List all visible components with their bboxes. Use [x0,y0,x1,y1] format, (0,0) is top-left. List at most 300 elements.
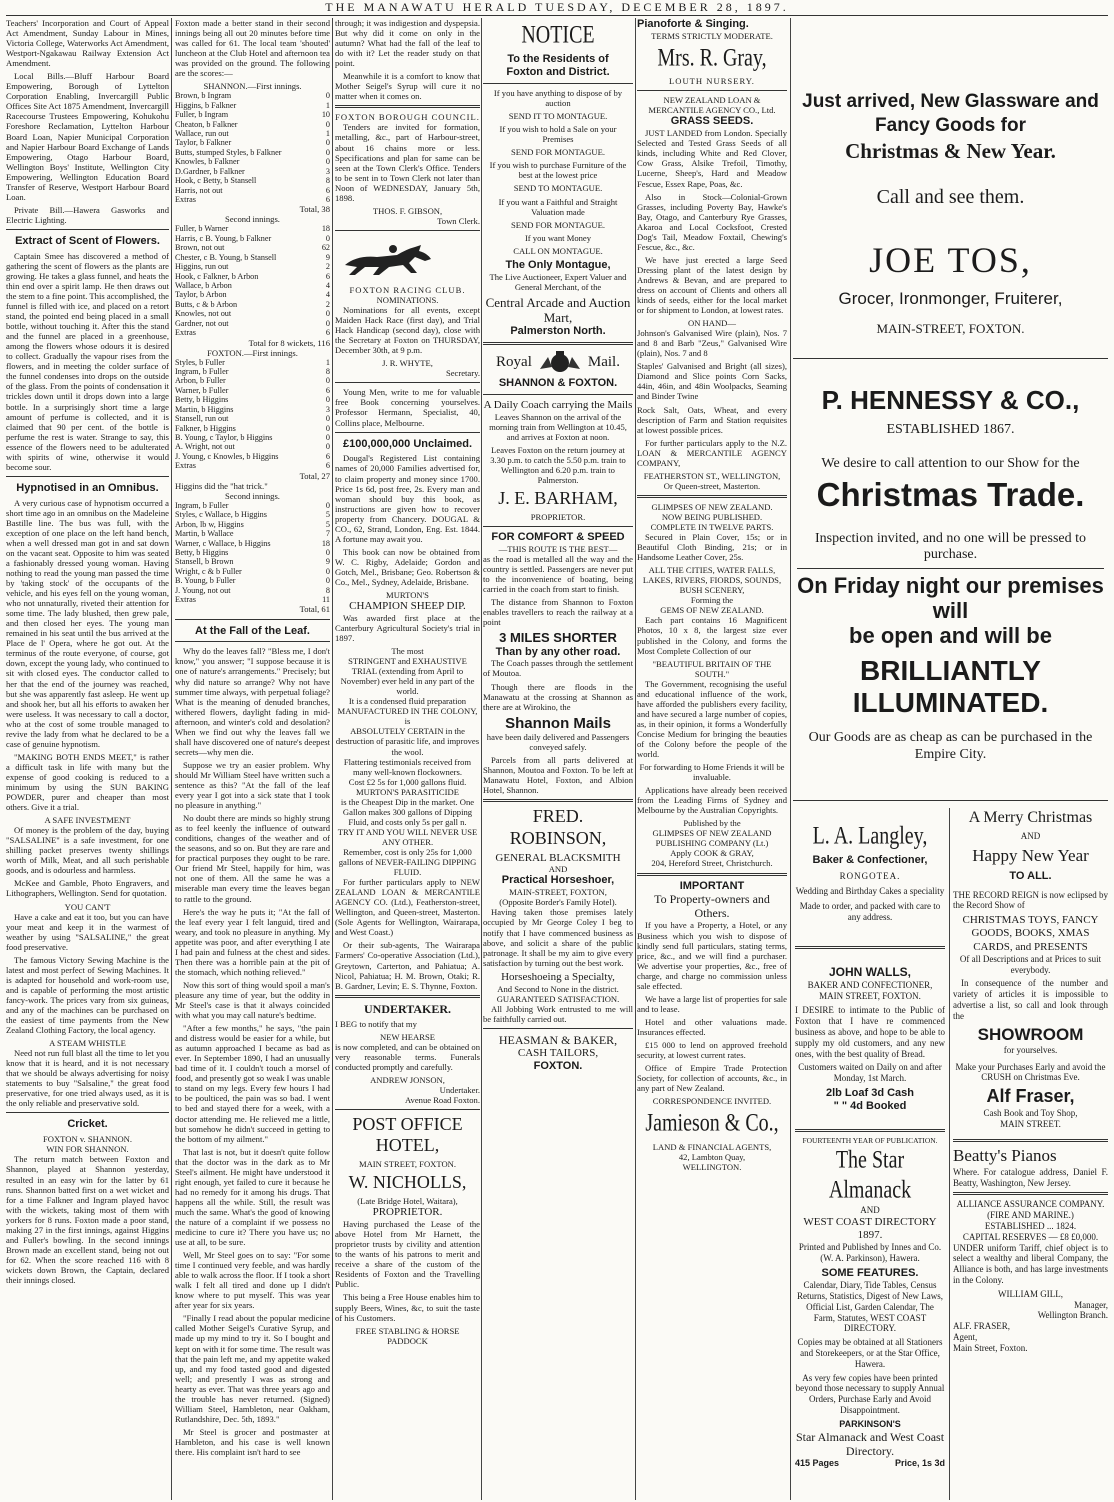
cash-book-toy: Cash Book and Toy Shop, [983,1107,1078,1118]
scorecard-row [175,595,330,604]
batsman-entry: Butts, c & b Arbon [175,299,238,309]
runs-value: 0 [325,576,330,586]
batsman-entry: J. Young, c Knowles, b Higgins [175,451,279,461]
barham-proprietor: PROPRIETOR. [530,512,586,523]
local-bills: Local Bills.—Bluff Harbour Board Empowering, Borough of Lyttelton Corporation Enabling, Invercargill Public Offices Site Act 1875 Amendment, Invercargill Racecourse Trustees Empowering, Kohukohu Foreshore Reclamation, Lyttelton Harbour Board Loan, Napier Municipal Corporation and Napier Harbour Board Exchange of Lands Empowering, Otago Harbour Board, Wellington Boys' Institute, Wellington City Empowering, Wellington Education Board Transfer of Reserve, Westport Harbour Board Loan. [6,71,169,202]
headline-fall-of-leaf: At the Fall of the Leaf. [195,624,310,637]
barham-name: J. E. BARHAM, [498,488,618,509]
alf-fraser: Alf Fraser, [986,1086,1075,1107]
few-copies: As very few copies have been printed beyond those necessary to supply Annual Orders, Purchase Early and Avoid Disappointment. [795,1372,945,1416]
consequence-text: In consequence of the number and variety of articles it is impossible to advertise a list, so call and look through the [953,978,1108,1021]
sheep-dip-testimonials: Flattering testimonials received from many well-known flockowners. [343,756,472,777]
particulars: For further particulars apply to the N.Z. LOAN & MERCANTILE AGENCY COMPANY, [637,437,787,468]
nominations-text: Nominations for all events, except Maiden Hack Race (first day), and Trial Hack Handicap (second day), close with the Secretary at Foxton on THURSDAY, December 30th, at 9 p.m. [335,305,480,356]
distance-text: The distance from Shannon to Foxton enables travellers to reach the railway at a point [483,597,633,628]
batsman-entry: Taylor, b Falkner [175,138,232,148]
cricket-subhead-2: WIN FOR SHANNON. [46,1144,129,1155]
divider [483,799,633,802]
scorecard-row [175,386,330,395]
leaf-paragraph: Now this sort of thing would spoil a man's pleasure any time of year, but the oddity in Mr Steel's case is that it always coincided with what you may call nature's bedtime. [175,979,330,1021]
divider [335,995,480,998]
hotel-valuations: Hotel and other valuations made. Insurances effected. [637,1016,787,1037]
second-to-none: And Second to None in the district. [497,983,619,994]
grocer-line: Grocer, Ironmonger, Fruiterer, [838,289,1063,309]
government-text: The Government, recognising the useful and educational influence of the work, have afforded the publishers every facility, and have secured a large number of copies, as, in their opinion, it forms a Wonderfully Concise Medium for bringing the beauties of the Colony before the people of the world. [637,678,787,760]
divider [953,1192,1108,1195]
scorecard-row [175,424,330,433]
divider [483,394,633,395]
nz-loan-heading: NEW ZEALAND LOAN & MERCANTILE AGENCY CO., Ltd. [648,95,776,116]
scorecard-row [175,167,330,176]
wire-list: Johnson's Galvanised Wire (plain), Nos. 7 and 8 and Barb "Zeus," Galvanised Wire (plain), Nos. 7 and 8 [637,328,787,359]
runs-value: 1 [325,129,330,139]
published-by: Published by the [683,818,741,829]
comfort-speed: FOR COMFORT & SPEED [491,531,625,544]
scorecard-row [175,520,330,529]
batsman-entry: Wallace, b Arbon [175,281,232,291]
runs-value: 18 [321,538,330,548]
apply-cook-gray: Apply COOK & GRAY, [670,848,754,859]
scorecard-heading: FOXTON.—First innings. [207,347,298,358]
private-bill: Private Bill.—Hawera Gasworks and Electric Lighting. [6,204,169,225]
staples-list: Staples' Galvanised and Bright (all sizes), Diamond and Slice points Corn Sacks, 44in, 46in, and 48in Woolpacks, Seaming and Binder Twine [637,361,787,402]
scorecard-note: Higgins did the "hat trick." [175,480,268,491]
ad-steam-whistle: Need not run full blast all the time to let you know that it is heard, and it is not necessary that we should be always advertising for noisy statements to buy "Salsaline," the great food preservative, for one tried always used, as it is the only reliable and preservative sold. [6,1048,169,1109]
parasiticide-heading: MURTON'S PARASITICIDE [356,786,459,797]
leaf-paragraph: Mr Steel is grocer and postmaster at Hambleton, and his case is well known there. His complaint isn't hard to see [175,1426,330,1457]
batsman-entry: Hook, c Betty, b Stansell [175,176,257,186]
walls-customers: Customers waited on Daily on and after Monday, 1st March. [798,1062,942,1084]
batsman-entry: Wright, c & b Fuller [175,566,242,576]
montague-line: If you have anything to dispose of by auction [493,88,623,109]
scorecard-heading: SHANNON.—First innings. [203,81,302,92]
divider [797,568,1104,569]
headline-scent: Extract of Scent of Flowers. [15,234,160,247]
batsman-entry: Brown, not out [175,243,225,253]
manager-title: Manager, [1074,1299,1108,1310]
column-rule [481,18,482,1500]
correspondence-invited: CORRESPONDENCE INVITED. [652,1096,772,1107]
royal-mail-banner [483,349,633,377]
hereford-street: 204, Hereford Street, Christchurch. [651,858,773,869]
column-rule [949,808,950,1500]
almanack-printed: Printed and Published by Innes and Co. (W. A. Parkinson), Hawera. [798,1242,942,1264]
racehorse-icon [335,239,445,279]
parkinsons: PARKINSON'S [839,1418,901,1429]
ad-young-men: Young Men, write to me for valuable free Book concerning yourselves. Professor Hermann, Specialist, 40, Collins place, Melbourne. [335,387,480,428]
parasiticide-subagents: Or their sub-agents, The Wairarapa Farmers' Co-operative Association (Ltd.), Greytown, Carterton, and Pahiatua; A. Nicol, Pahiatua; H. M. Brown, Otaki; R. B. Gardner, Levin; E. S. Thynne, Foxton. [335,940,480,991]
scorecard-row [175,309,330,318]
montague-line: If you want a Faithful and Straight Valuation made [498,196,618,217]
scorecard-shannon-second [175,224,330,337]
scorecard-row [175,405,330,414]
glimpses-price: Secured in Plain Cover, 15s; or in Beautiful Cloth Binding, 21s; or in Handsome Leather Cover, 25s. [637,532,787,563]
divider [637,90,787,91]
divider [335,105,480,108]
miles-shorter: 3 MILES SHORTER [499,630,617,646]
column-5 [637,18,787,1500]
runs-value: 3 [325,166,330,176]
hennessy-established: ESTABLISHED 1867. [886,421,1015,437]
scorecard-row [175,253,330,262]
batsman-entry: Butts, stumped Styles, b Falkner [175,147,282,157]
scorecard-row [175,529,330,538]
copies-text: Copies may be obtained at all Stationers and Storekeepers, or at the Star Office, Hawera. [797,1337,943,1369]
batsman-entry: Fuller, b Warner [175,224,229,234]
batsman-entry: Ingram, b Fuller [175,367,229,377]
divider [335,432,480,433]
runs-value: 0 [325,233,330,243]
batsman-entry: Higgins, b Falkner [175,100,237,110]
batsman-entry: B. Young, c Taylor, b Higgins [175,433,273,443]
racing-club-heading: FOXTON RACING CLUB. [349,284,466,295]
palmerston-north: Palmerston North. [510,325,606,338]
hotel-proprietor: PROPRIETOR. [372,1206,443,1219]
rock-salt: Rock Salt, Oats, Wheat, and every description of Farm and Station requisites at lowest possible prices. [637,404,787,435]
wellington-branch: Wellington Branch. [1037,1310,1108,1321]
sheep-dip-heading: CHAMPION SHEEP DIP. [349,600,466,613]
batsman-entry: J. Young, not out [175,585,231,595]
leaf-conclusion: Meanwhile it is a comfort to know that Mother Seigel's Syrup will cure it no matter when it comes on. [335,71,480,102]
to-all: TO ALL. [1009,870,1052,883]
scorecard-row [175,138,330,147]
council-tender: Tenders are invited for formation, metalling, &c., part of Harbour-street, about 16 chains more or less. Specifications and plan for same can be seen at the Town Clerk's Office. Tenders to be sent in to Town Clerk not later than Noon of WEDNESDAY, January 5th, 1898. [335,122,480,203]
batsman-entry: Martin, b Higgins [175,404,234,414]
cricket-subhead: FOXTON v. SHANNON. [42,1134,133,1145]
montague-line: If you want Money [524,232,592,243]
scorecard-row [175,234,330,243]
runs-value: 0 [325,138,330,148]
hotel-address: MAIN STREET, FOXTON. [358,1159,457,1170]
batsman-entry: Arbon, b Fuller [175,376,226,386]
for-yourselves: for yourselves. [1003,1044,1058,1055]
scorecard-row [175,586,330,595]
leaf-paragraph: "After a few months," he says, "the pain and distress would be easier for a while, but as autumn approached I became as bad as ever. In September 1890, I had an unusually bad time of it. I couldn't touch a morsel of food, and presently got so weak I was unable to stand on my legs. Every few hours I had to be poulticed, the pain was so bad. I went to bed and stayed there for a week, with a doctor attending me. He relieved me a little, but somehow he didn't succeed in getting to the bottom of my ailment." [175,1023,330,1144]
important-heading: IMPORTANT [679,879,745,892]
leaf-paragraph: That last is not, but it doesn't quite follow that the doctor was in the dark as to Mr Steel's ailment. He might have understood it right enough, yet failed to cure it because he had no remedy for it among his drugs. That happens all the while. Still, the result was much the same. What's the good of knowing the nature of a complaint if we possess no medicine to cure it? There you have us; no use at all, to be sure. [175,1146,330,1248]
runs-value: 0 [325,309,330,319]
jamieson-name: Jamieson & Co., [645,1109,779,1137]
beautiful-britain: "BEAUTIFUL BRITAIN OF THE SOUTH." [652,658,772,679]
article-hypnotised: A very curious case of hypnotism occurred a short time ago in an omnibus on the Madeleine Bastille line. The bus was full, with the exception of one place on the left hand bench, when a well dressed man got in and sat down on the vacant seat. Opposite to him was seated a fashionably dressed young woman. Having nothing to read the young man passed the time by 'taking stock' of the occupants of the vehicle, and his eyes fell on the young woman, who not unnaturally, riveted their attention for some time. The lady blushed, then grew pale, and then closed her eyes. The young man remained in his seat until the bus arrived at the Place de l' Opera, where he got out. At the terminus of the route everyone, of course, got down, except the young lady, who continued to sit with closed eyes. The conductor called to her that the end of the journey was reached, but she was apparently fast asleep. He went up and shook her, but all his efforts to awaken her were useless. It was necessary to call a doctor, who at the cost of some trouble managed to revive the lady from what he declared to be a case of genuine hypnotism. [6,497,169,749]
dougal-text: Dougal's Registered List containing names of 20,000 Families advertised for, to claim property and money since 1700. Price 1s 6d, post free, 2s. Every man and woman should buy this book, as instructions are given how to recover property from Chancery. DOUGAL & CO., 62, Strand, London, Eng. Est. 1844. A fortune may await you. [335,453,480,544]
batsman-entry: Warner, c Wallace, b Higgins [175,538,271,548]
undertaker-name: ANDREW JONSON, [370,1074,445,1085]
alliance-capital: CAPITAL RESERVES — £8 £0,000. [962,1231,1099,1242]
and-label: AND [548,864,568,875]
daily-coach: A Daily Coach carrying the Mails [483,398,633,411]
montague-send: SEND FOR MONTAGUE. [510,147,606,158]
ad-hennessy [793,385,1108,763]
runs-value: 5 [325,519,330,529]
batsman-entry: Ingram, b Fuller [175,500,229,510]
batsman-entry: Fuller, b Ingram [175,110,229,120]
joe-tos-address: MAIN-STREET, FOXTON. [876,321,1025,337]
sheep-dip-trial: STRINGENT and EXHAUSTIVE TRIAL (extending from April to November) ever held in any part of the world. [340,656,475,697]
ad-safe-investment-title: A SAFE INVESTMENT [44,815,131,826]
batsman-entry: Wallace, run out [175,129,229,139]
montague-send: SEND FOR MONTAGUE. [510,219,606,230]
leaf-paragraph: Here's the way he puts it; "At the fall of the leaf every year I felt languid, tired and weary, and took no pleasure in anything. My appetite was poor, and after everything I ate I had pain and fulness at the chest and sides. Then there was a horrible pain at the pit of the stomach, which nothing relieved." [175,906,330,977]
parliament-bills: Teachers' Incorporation and Court of Appeal Act Amendment, Sunday Labour in Mines, Victoria College, Waterworks Act Amendment, Westport-Ngakawau Railway Extension Act Amendment. [6,18,169,69]
alliance-assurance: ALLIANCE ASSURANCE COMPANY. [956,1199,1105,1210]
divider [793,800,1108,801]
batsman-entry: Falkner, b Higgins [175,423,236,433]
runs-value: 0 [325,376,330,386]
parcels-text: Parcels from all parts delivered at Shannon, Moutoa and Foxton. To be left at Manawatu Hotel, Foxton, and Albion Hotel, Shannon. [483,755,633,796]
scorecard-row [175,576,330,585]
batsman-entry: Higgins, run out [175,262,229,272]
divider [483,526,633,527]
runs-value: 0 [325,442,330,452]
robinson-opposite: (Opposite Border's Family Hotel). [499,897,617,908]
batsman-entry: Hook, c Falkner, b Arbon [175,271,259,281]
runs-value: 10 [321,110,330,120]
than-other-road: Than by any other road. [495,645,621,658]
notice-foxton-district: Foxton and District. [506,66,610,79]
batsman-entry: Knowles, not out [175,309,232,319]
blacksmith-label: GENERAL BLACKSMITH [495,851,621,864]
hotel-proprietor-name: W. NICHOLLS, [348,1172,467,1193]
new-hearse: NEW HEARSE [380,1031,435,1042]
scorecard-row [175,300,330,309]
scorecard-row [175,539,330,548]
batsman-entry: Taylor, b Arbon [175,290,227,300]
divider [637,873,787,876]
runs-value: 0 [325,119,330,129]
floods-text: Though there are floods in the Manawatu at the crossing at Shannon as there are at Wirokino, the [483,681,633,712]
alliance-agent: ALF. FRASER, [953,1321,1011,1332]
article-cricket: The return match between Foxton and Shannon, played at Shannon yesterday, resulted in an easy win for the latter by 61 runs. Shannon batted first on a wet wicket and for a time Falkner and Ingram played havoc with the wickets, taking most of them with yorkers for 8 runs. Foxton made a poor stand, making 27 in the first innings, against Higgins and Fuller's bowling. In the second innings Brown made an excellent stand, being not out for 62. When the score reached 116 with 8 wickets down Brown, the Captain, declared their innings closed. [6,1154,169,1285]
runs-value: 6 [325,328,330,338]
parasiticide-remember: Remember, cost is only 25s for 1,000 gallons of NEVER-FAILING DIPPING FLUID. [338,847,477,878]
runs-value: 2 [325,299,330,309]
robinson-name: FRED. ROBINSON, [509,806,607,848]
runs-value: 11 [322,595,330,605]
montague-send: SEND TO MONTAGUE. [513,183,603,194]
scorecard-row [175,290,330,299]
glassware-line-1: Just arrived, New Glassware and [802,91,1099,112]
forming-the: Forming the [690,595,734,606]
christmas-trade: Christmas Trade. [816,476,1085,514]
scorecard-row [175,376,330,385]
nominations-signature-title: Secretary. [445,368,480,379]
runs-value: 0 [325,147,330,157]
batsman-entry: Stansell, run out [175,414,229,424]
column-1 [6,18,169,1500]
batsman-entry: Martin, b Wallace [175,529,234,539]
column-rule [332,18,333,1500]
batsman-entry: Warner, b Fuller [175,385,229,395]
divider [795,946,945,949]
runs-value: 0 [325,318,330,328]
land-finance: LAND & FINANCIAL AGENTS, [652,1141,772,1152]
column-rule [790,18,791,1500]
loaf-cash: 2lb Loaf 3d Cash [825,1086,915,1099]
dougal-text-2: This book can now be obtained from W. C. Rigby, Adelaide; Gordon and Gotch, Mel., Brisbane; Geo. Robertson & Co., Mel., Sydney, Adelaide, Brisbane. [335,546,480,587]
runs-value: 1 [325,357,330,367]
post-office-hotel: POST OFFICE HOTEL, [352,1114,463,1156]
batsman-entry: Betty, b Higgins [175,395,229,405]
divider [793,358,1108,359]
montague-send: SEND IT TO MONTAGUE. [508,111,608,122]
langley-name: L. A. Langley, [812,822,928,850]
scorecard-row [175,510,330,519]
scorecard-shannon-first [175,91,330,204]
happy-new-year: Happy New Year [972,845,1089,865]
hotel-late: (Late Bridge Hotel, Waitara), [357,1196,458,1207]
scorecard-row [175,243,330,252]
coach-leaves: Leaves Shannon on the arrival of the morning train from Wellington at 10.45, and arrives at Foxton at noon. [489,411,627,442]
unclaimed-heading: £100,000,000 Unclaimed. [342,437,473,450]
runs-value: 4 [325,290,330,300]
runs-value: 0 [325,547,330,557]
divider [175,619,330,620]
goods-cheap: Our Goods are as cheap as can be purchased in the Empire City. [808,730,1093,762]
royal-crest-icon [536,349,584,377]
seeds-plant: We have just erected a large Seed Dressing plant of the latest design by Andrews & Bevan, and are prepared to dress on account of Clients and others all kinds of seeds, either for the local market or for shipment to London, at lowest rates. [637,254,787,316]
column-rule [635,18,636,1500]
large-list: We have a large list of properties for sale and to lease. [637,993,787,1014]
runs-value: 3 [325,404,330,414]
scorecard-total: Total, 61 [299,604,330,615]
scorecard-row [175,442,330,451]
nominations-heading: NOMINATIONS. [376,294,439,305]
almanack-pages-row [795,1458,945,1469]
batsman-entry: Harris, c B. Young, b Falkner [175,233,272,243]
lend-money: £15 000 to lend on approved freehold security, at lowest current rates. [637,1039,787,1061]
runs-value: 8 [325,585,330,595]
hennessy-desire: We desire to call attention to our Show for the [821,456,1080,472]
heasman-baker: HEASMAN & BAKER, [498,1032,618,1047]
runs-value: 0 [325,157,330,167]
some-features: SOME FEATURES. [821,1267,919,1280]
divider [6,1112,169,1113]
nominations-signature: J. R. WHYTE, [382,358,433,369]
leaf-continued: through; it was indigestion and dyspepsia. But why did it come on only in the autumn? What had the fall of the leaf to do with it? Let the reader study on that point. [335,18,480,69]
agent-title: Agent, [953,1332,978,1343]
batsman-entry: Styles, b Fuller [175,357,225,367]
wellington-label: WELLINGTON. [682,1161,742,1172]
sheep-dip-cost: Cost £2 5s for 1,000 gallons fluid. [348,776,467,787]
murtons-label: MURTON'S [386,590,429,601]
runs-value: 0 [325,566,330,576]
star-almanack-footer: Star Almanack and West Coast Directory. [795,1429,945,1459]
seeds-stock: Also in Stock—Colonial-Grown Grasses, including Poverty Bay, Hawke's Bay, Otago, and Canterbury Rye Grasses, Akaroa and Local Cocksfoot, Crested Dog's Tail, Meadow Foxtail, Chewing's Fescue, &c., &c. [637,191,787,252]
scorecard-row [175,567,330,576]
best-route: —THIS ROUTE IS THE BEST— [498,543,618,554]
walls-trade: BAKER AND CONFECTIONER, [807,979,933,990]
jobbing-text: All Jobbing Work entrusted to me will be faithfully carried out. [483,1003,633,1024]
on-hand: ON HAND— [688,318,736,329]
scorecard-row [175,501,330,510]
glimpses-heading: GLIMPSES OF NEW ZEALAND. [651,501,773,512]
notice-to-residents: To the Residents of [507,53,609,66]
batsman-entry: Extras [175,595,196,605]
scorecard-row [175,120,330,129]
almanack-pages: 415 Pages [795,1458,840,1469]
sheep-dip-text: Was awarded first place at the Canterbury Agricultural Society's trial in 1897. [335,612,480,644]
scorecard-foxton-second [175,501,330,605]
runs-value: 0 [325,91,330,101]
scorecard-row [175,358,330,367]
christmas-new-year: Christmas & New Year. [845,138,1056,163]
scorecard-total: Total for 8 wickets, 116 [248,337,330,348]
runs-value: 6 [325,194,330,204]
central-arcade: Central Arcade and Auction Mart, [485,294,631,325]
ad-cant: Have a cake and eat it too, but you can have your meat and keep it in the warmest of weather by using "SALSALINE," the great food preservative. [6,911,169,952]
langley-trade: Baker & Confectioner, [812,854,928,866]
leaf-paragraph: "Finally I read about the popular medicine called Mother Seigel's Curative Syrup, and made up my mind to try it. So I bought and kept on with it for some time. The result was that the pain left me, and my appetite waked up, and my food tasted good and digested well; and presently I was as strong and hearty as ever. That was three years ago and the trouble has never returned. (Signed) William Steel, Hambleton, near Oakham, Rutlandshire, Dec. 5th, 1893." [175,1313,330,1424]
runs-value: 6 [325,451,330,461]
column-2 [175,18,330,1500]
runs-value: 0 [325,423,330,433]
ad-photo-engravers: McKee and Gamble, Photo Engravers, and Lithographers, Wellington. Send for quotation. [6,878,169,899]
divider [335,382,480,383]
batsman-entry: A. Wright, not out [175,442,235,452]
divider [483,83,633,84]
batsman-entry: Harris, not out [175,185,223,195]
batsman-entry: Chester, c B. Young, b Stansell [175,252,277,262]
royal-label: Royal [496,354,532,371]
gems-nz: GEMS OF NEW ZEALAND. [660,605,764,616]
divider [637,495,787,498]
coach-moutoa: The Coach passes through the settlement of Moutoa. [483,658,633,679]
beatty-text: Where. For catalogue address, Daniel F. Beatty, Washington, New Jersey. [953,1166,1108,1188]
mails-text: have been daily delivered and Passengers conveyed safely. [486,732,630,753]
route-text: as the road is metalled all the way and the country is settled. Passengers are never put to the inconvenience of boating, being carried in the coach from start to finish. [483,554,633,595]
undertaker-heading: UNDERTAKER. [363,1001,452,1016]
fourteenth-year: FOURTEENTH YEAR OF PUBLICATION. [802,1136,938,1146]
alliance-established: ESTABLISHED ... 1824. [984,1221,1077,1232]
runs-value: 6 [325,271,330,281]
runs-value: 0 [325,500,330,510]
masthead-rule [6,15,1108,16]
runs-value: 62 [321,243,330,253]
horseshoer-label: Practical Horseshoer, [501,874,615,887]
parasiticide-agents: For further particulars apply to NEW ZEALAND LOAN & MERCANTILE AGENCY CO. (Ltd.), Featherston-street, Wellington, and Queen-street, Masterton. (Sole Agents for Wellington, Wairarapa, and West Coast.) [335,877,480,938]
scorecard-row [175,91,330,100]
batsman-entry: Stansell, b Brown [175,557,234,567]
headline-hypnotised: Hypnotised in an Omnibus. [16,481,159,494]
shannon-foxton: SHANNON & FOXTON. [498,376,618,389]
scorecard-row [175,176,330,185]
merry-christmas: A Merry Christmas [968,809,1093,826]
scorecard-total: Total, 38 [299,204,330,215]
batsman-entry: Betty, b Higgins [175,547,229,557]
merry-and: AND [1020,831,1041,842]
robinson-text: Having taken those premises lately occupied by Mr George Coley I beg to notify that I have commenced business as above, and solicit a share of the public patronage. It shall be my aim to give every satisfaction by turning out the best work. [483,907,633,968]
ad-sewing-machine: The famous Victory Sewing Machine is the latest and most perfect of Sewing Machines. It is adapted for household and work-room use, and is capable of performing the most artistic fancy-work. The prices vary from six guineas, and any of the machines can be purchased on the easiest of time payments from the New Zealand Clothing Factory, the local agency. [6,954,169,1036]
masthead: THE MANAWATU HERALD TUESDAY, DECEMBER 28, 1897. [325,0,789,14]
star-almanack: The Star Almanack [828,1146,912,1205]
council-signature: THOS. F. GIBSON, [372,205,443,216]
now-published: NOW BEING PUBLISHED. [661,511,763,522]
column-4 [483,18,633,1500]
scorecard-row [175,157,330,166]
undertaker-address: Avenue Road Foxton. [404,1095,480,1106]
scorecard-row [175,186,330,195]
article-scent: Captain Smee has discovered a method of gathering the scent of flowers as the plants are growing. He takes a glass funnel, and heats the thin end over a spirit lamp. He then draws out the stem to a fine point. This accomplished, the funnel is filled with ice, and placed on a retort stand, the pointed end being placed in a small bottle, without touching it. After this the stand and the funnel are placed in a greenhouse, among the flowers whose odours it is desired to collect. Gradually the vapour rises from the flowers, and in meeting the colder surface of the funnel condenses into drops on the outside of the glass. From the points of condensation it trickles down until it drops down into a large bottle. In a surprisingly short time a large amount of perfume is collected, and it is claimed that 90 per cent. of the bottle is perfume the rest is water. Strange to say, this essence of the flowers need to be adulterated with spirits of wine, otherwise it would become sour. [6,250,169,472]
almanack-year: 1897. [857,1229,883,1242]
wedding-cakes: Wedding and Birthday Cakes a speciality [795,885,945,896]
others-label: Others. [694,906,730,921]
loaf-booked: " " 4d Booked [833,1100,907,1113]
sheep-dip-most: The most [391,646,424,657]
shannon-mails: Shannon Mails [505,714,611,732]
batsman-entry: Cheaton, b Falkner [175,119,238,129]
runs-value: 0 [325,414,330,424]
